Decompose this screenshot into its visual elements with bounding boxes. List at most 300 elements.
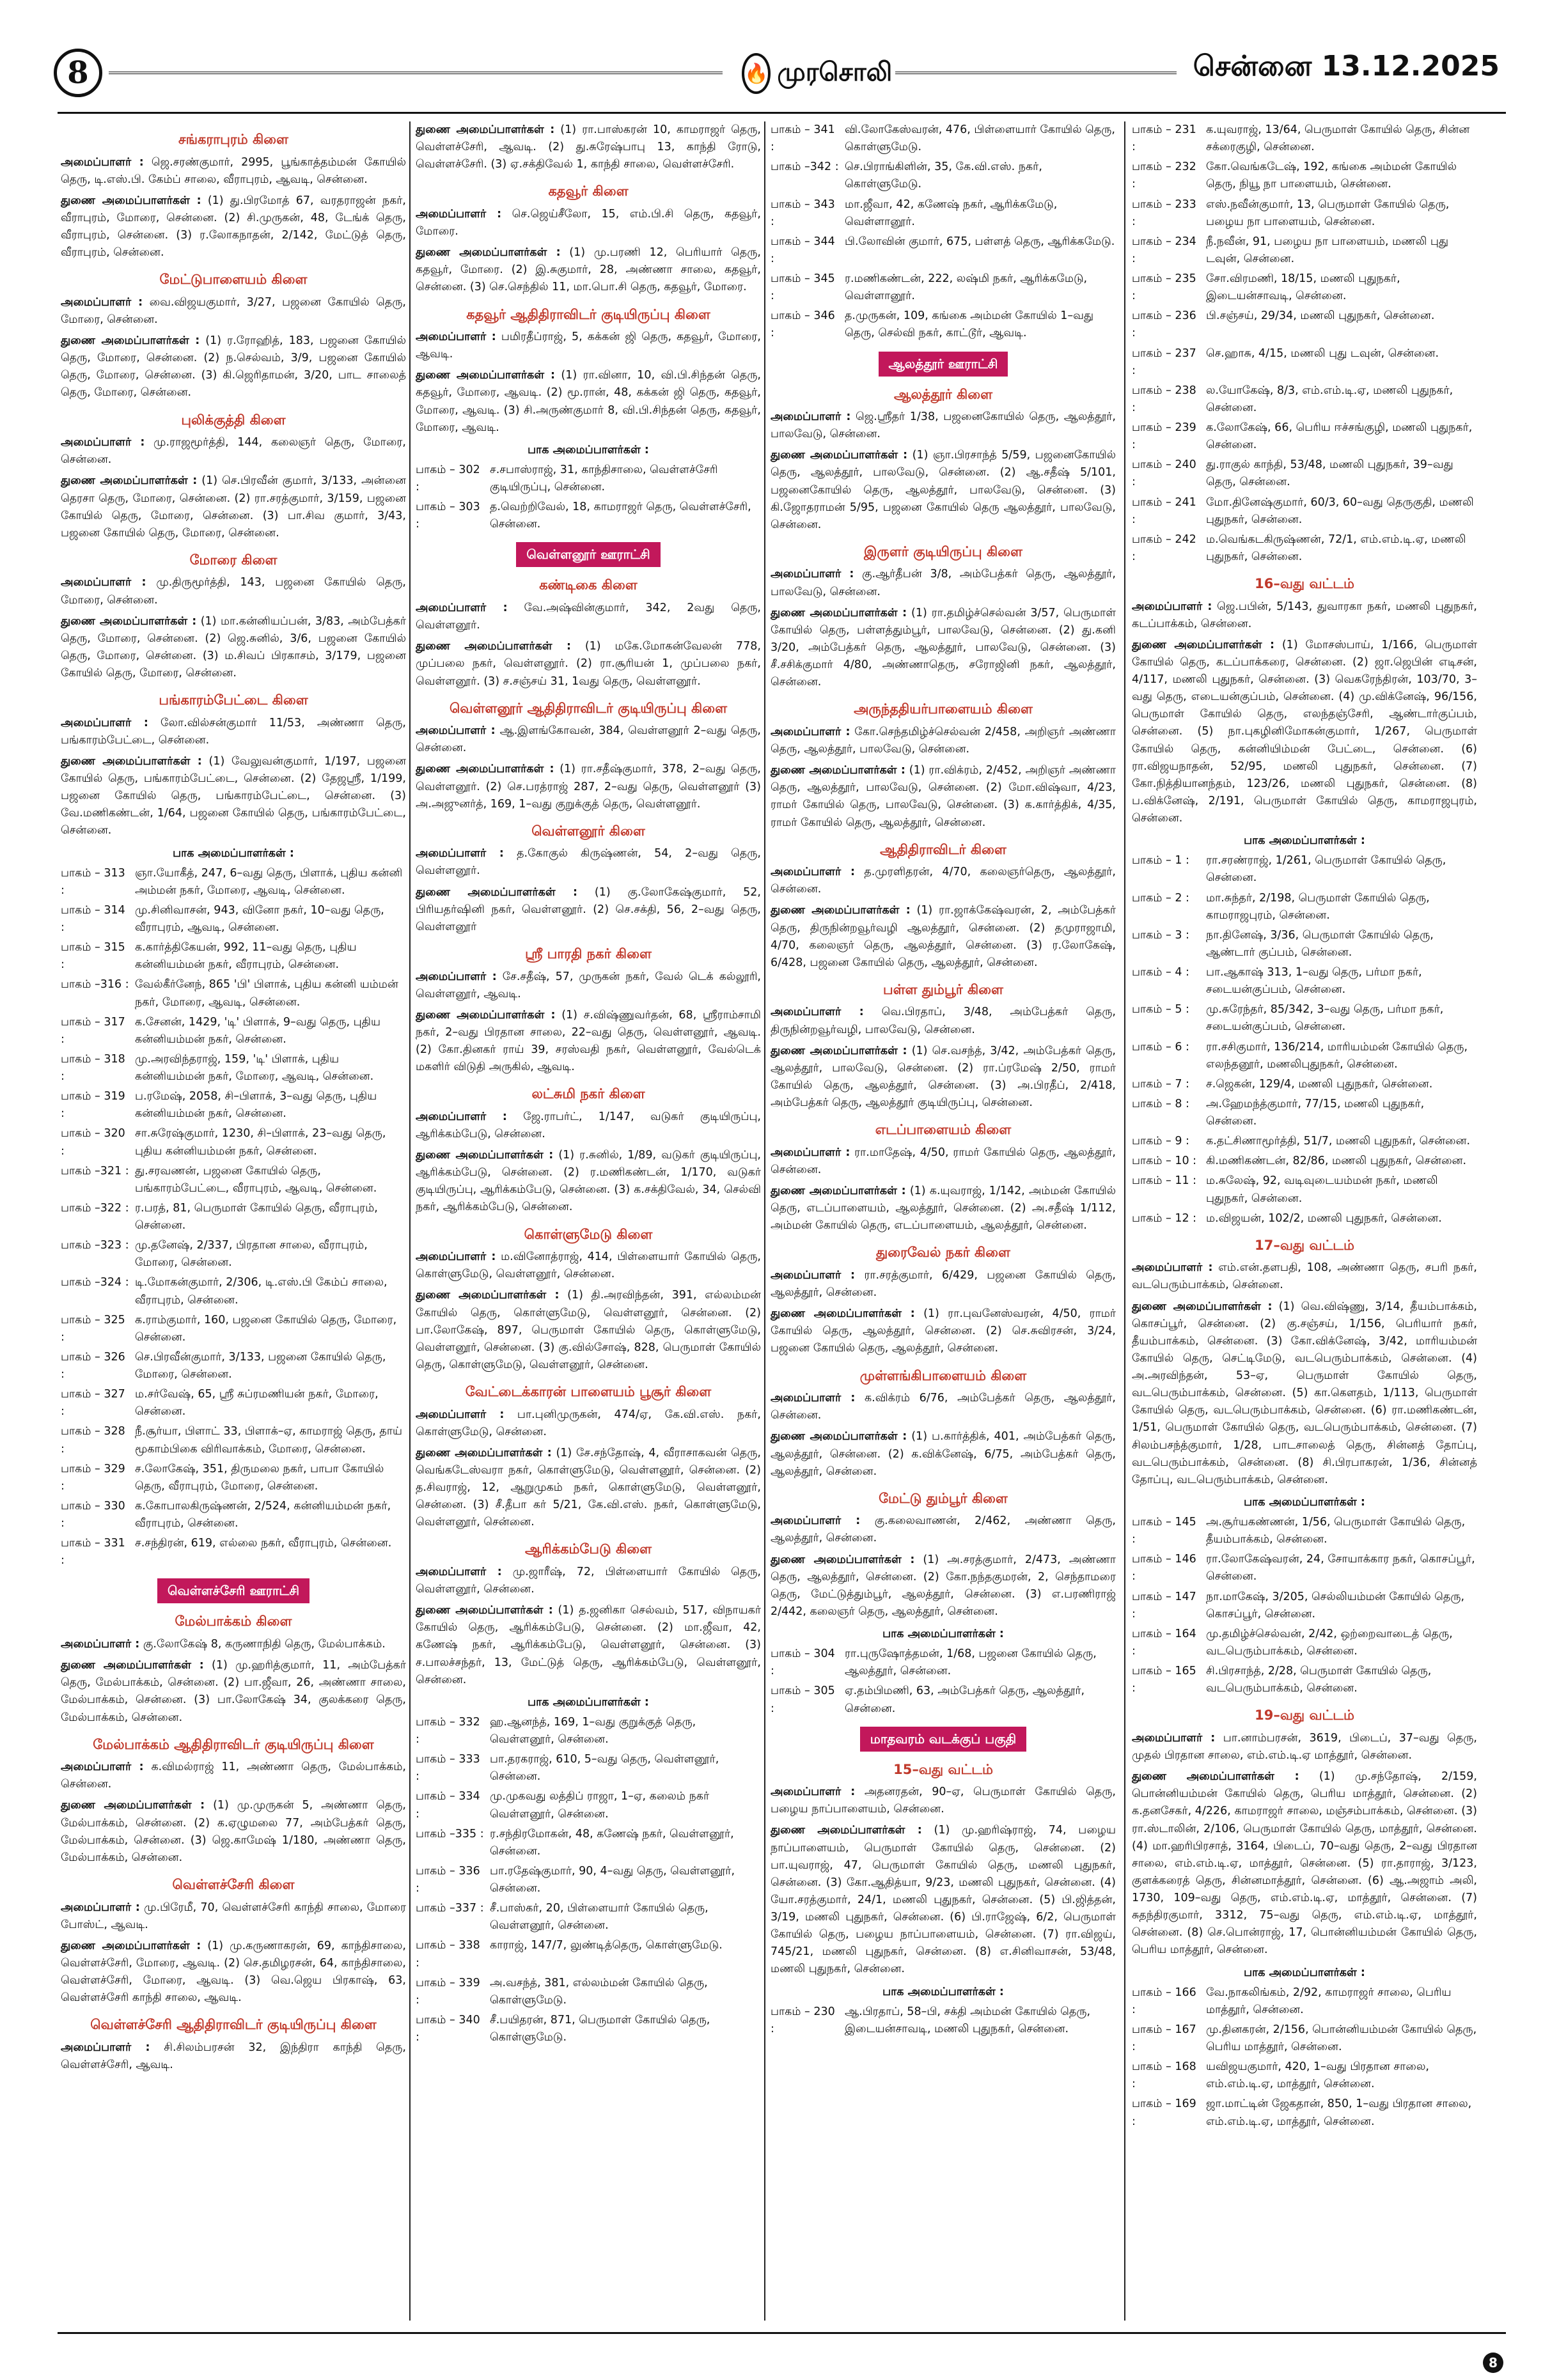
entry-text: பமிரதீப்ராஜ், 5, கக்கன் ஜி தெரு, கதவூர், மோரை, ஆவடி. bbox=[416, 331, 761, 361]
booth-organiser: வேல்கீர்னேந், 865 'பி' பிளாக், புதிய கன்னி யம்மன் நகர், மோரை, ஆவடி, சென்னை. bbox=[135, 978, 398, 1009]
masthead-brand bbox=[742, 51, 893, 96]
entry-text: சே.சதீஷ், 57, முருகன் நகர், வேல் டெக் கல்லூரி, வெள்ளனூர், ஆவடி. bbox=[416, 970, 761, 1000]
booth-entry bbox=[61, 902, 406, 937]
booth-number: பாகம் – 235 : bbox=[1132, 272, 1196, 303]
entry-text: கு.ஆர்தீபன் 3/8, அம்பேத்கர் தெரு, ஆலத்தூர், பாலவேடு, சென்னை. bbox=[771, 568, 1116, 598]
entry-text: (1) மகே.மோகன்வேலன் 778, முப்பலை நகர், வெள்ளனூர். (2) ரா.சூரியன் 1, முப்பலை நகர், வெள்ளனூர். (3) ச.சஞ்சய் 31, 1வது தெரு, வெள்ளனூர். bbox=[416, 640, 761, 688]
branch-heading: கண்டிகை கிளை bbox=[539, 577, 638, 593]
booth-entry bbox=[1132, 890, 1477, 924]
branch-heading: மேட்டு தும்பூர் கிளை bbox=[879, 1490, 1008, 1506]
section-heading-box: வெள்ளனூர் ஊராட்சி bbox=[516, 542, 660, 567]
booth-number: பாகம் – 6 : bbox=[1132, 1040, 1189, 1054]
booth-number: பாகம் – 239 : bbox=[1132, 421, 1196, 452]
entry-label: துணை அமைப்பாளர்கள் : bbox=[1132, 1300, 1273, 1313]
booth-organiser: மு.தனேஷ், 2/337, பிரதான சாலை, வீராபுரம், மோரை, சென்னை. bbox=[135, 1239, 368, 1270]
booth-entry bbox=[416, 499, 761, 533]
booth-entry bbox=[416, 1826, 761, 1860]
entry-label: துணை அமைப்பாளர்கள் : bbox=[61, 754, 202, 768]
organiser-entry bbox=[771, 724, 1116, 758]
booth-organiser: பா.ஆகாஷ் 313, 1–வது தெரு, பர்மா நகர், சடையன்குப்பம், சென்னை. bbox=[1206, 966, 1422, 997]
booth-organiser: கி.மணிகண்டன், 82/86, மணலி புதுநகர், சென்னை. bbox=[1206, 1155, 1467, 1168]
entry-label: துணை அமைப்பாளர்கள் : bbox=[416, 885, 578, 899]
organiser-entry bbox=[416, 206, 761, 240]
entry-label: அமைப்பாளர் : bbox=[416, 847, 504, 860]
booth-organiser: மு.சுரேந்தர், 85/342, 3–வது தெரு, பர்மா நகர், சடையன்குப்பம், சென்னை. bbox=[1206, 1003, 1444, 1034]
booth-organiser: ரா.லோகேஷ்வரன், 24, சோயாக்கார நகர், கொசப்பூர், சென்னை. bbox=[1206, 1553, 1475, 1583]
booth-organiser: சீ.பயிதரன், 871, பெருமாள் கோயில் தெரு, கொள்ளுமேடு. bbox=[490, 2013, 710, 2044]
entry-text: (1) ர.ரோஹித், 183, பஜனை கோயில் தெரு, மோரை, சென்னை. (2) ந.செல்வம், 3/9, பஜனை கோயில் தெரு, மோரை, சென்னை. (3) கி.ஜெரிதாமன், 3/20, பாட சாலைத் தெரு, மோரை, சென்னை. bbox=[61, 334, 406, 400]
booth-organiser: ச.சபாஸ்ராஜ், 31, காந்திசாலை, வெள்ளச்சேரி குடியிருப்பு, சென்னை. bbox=[490, 463, 718, 494]
organiser-entry bbox=[416, 638, 761, 690]
branch-heading: ஆரிக்கம்பேடு கிளை bbox=[524, 1541, 652, 1557]
booth-number: பாகம் – 320 : bbox=[61, 1127, 125, 1158]
booth-number: பாகம் – 164 : bbox=[1132, 1627, 1196, 1658]
booth-entry bbox=[771, 1645, 1116, 1680]
entry-text: கோ.செந்தமிழ்ச்செல்வன் 2/458, அறிஞர் அண்ணா தெரு, ஆலத்தூர், பாலவேடு, சென்னை. bbox=[771, 725, 1116, 756]
entry-text: (1) க.யுவராஜ், 1/142, அம்மன் கோயில் தெரு, எடப்பாளையம், ஆலத்தூர், சென்னை. (2) அ.சதீஷ் 1/112, அம்மன் கோயில் தெரு, எடப்பாளையம், ஆலத்தூர், சென்னை. bbox=[771, 1185, 1116, 1233]
organiser-entry bbox=[771, 1004, 1116, 1038]
booth-organiser: த.முருகன், 109, கங்கை அம்மன் கோயில் 1–வது தெரு, செல்வி நகர், காட்டூர், ஆவடி. bbox=[845, 309, 1094, 340]
booth-organiser: ல.யோகேஷ், 8/3, எம்.எம்.டி.ஏ, மணலி புதுநகர், சென்னை. bbox=[1206, 384, 1453, 414]
entry-label: அமைப்பாளர் : bbox=[1132, 1261, 1213, 1275]
entry-text: (1) ரா.விக்ரம், 2/452, அறிஞர் அண்ணா தெரு, ஆலத்தூர், பாலவேடு, சென்னை. (2) மோ.விஷ்வா, 4/23, ராமர் கோயில் தெரு, பாலவேடு, சென்னை. (3) க.கார்த்திக், 4/35, ராமர் கோயில் தெரு, ஆலத்தூர், சென்னை. bbox=[771, 764, 1116, 829]
booth-organiser: பி.சஞ்சய், 29/34, மணலி புதுநகர், சென்னை. bbox=[1206, 309, 1435, 323]
booth-number: பாகம் –321 : bbox=[61, 1164, 129, 1178]
booth-number: பாகம் – 340 : bbox=[416, 2013, 480, 2044]
organiser-entry bbox=[771, 1390, 1116, 1424]
entry-text: மு.ஜாரீஷ், 72, பிள்ளையார் கோயில் தெரு, வெள்ளனூர், சென்னை. bbox=[416, 1565, 761, 1596]
entry-text: (1) மு.பரணி 12, பெரியார் தெரு, கதவூர், மோரை. (2) இ.சுகுமார், 28, அண்ணா சாலை, கதவூர், சென்னை. (3) செ.செந்தில் 11, மா.பொ.சி தெரு, கதவூர், மோரை. bbox=[416, 246, 761, 294]
booth-number: பாகம் –322 : bbox=[61, 1201, 129, 1215]
branch-heading: 19–வது வட்டம் bbox=[1255, 1707, 1354, 1723]
entry-label: துணை அமைப்பாளர்கள் : bbox=[771, 1307, 915, 1321]
booth-entry bbox=[61, 1386, 406, 1420]
booth-organiser: செ.பிராங்கிளின், 35, கே.வி.எஸ். நகர், கொள்ளுமேடு. bbox=[845, 160, 1042, 191]
entry-text: (1) மா.கன்னியப்பன், 3/83, அம்பேத்கர் தெரு, மோரை, சென்னை. (2) ஜெ.சுனில், 3/6, பஜனை கோயில் தெரு, மோரை, சென்னை. (3) ம.சிவப் பிரகாசம், 3/179, பஜனை கோயில் தெரு, மோரை, சென்னை. bbox=[61, 614, 406, 680]
branch-heading: வெள்ளச்சேரி கிளை bbox=[172, 1876, 295, 1892]
entry-text: (1) சே.சந்தோஷ், 4, வீராசாகவன் தெரு, வெங்கடேஸ்வரா நகர், கொள்ளுமேடு, வெள்ளனூர், சென்னை. (2) த.சிவராஜ், 12, ஆறுமுகம் நகர், கொள்ளுமேடு, வெள்ளனூர், சென்னை. (3) சீ.தீபா கர் 5/21, கே.வி.எஸ். நகர், கொள்ளுமேடு, வெள்ளனூர், சென்னை. bbox=[416, 1446, 761, 1529]
branch-heading: துரைவேல் நகர் கிளை bbox=[876, 1245, 1010, 1261]
organiser-entry bbox=[416, 968, 761, 1003]
booth-number: பாகம் – 145 : bbox=[1132, 1516, 1196, 1546]
entry-label: துணை அமைப்பாளர்கள் : bbox=[416, 1008, 556, 1022]
booth-entry bbox=[1132, 307, 1477, 342]
booth-entry bbox=[61, 1349, 406, 1383]
entry-label: அமைப்பாளர் : bbox=[61, 155, 144, 169]
entry-text: (1) ச.விஷ்ணுவர்தன், 68, ஸ்ரீராம்சாமி நகர், 2–வது பிரதான சாலை, 22–வது தெரு, வெள்ளனூர், ஆவடி. (2) கோ.தினகர் ராய் 39, சரஸ்வதி நகர், வெள்ளனூர், வேல்டெக் மகளிர் விடுதி அருகில், ஆவடி. bbox=[416, 1008, 761, 1074]
entry-text: வெ.பிரதாப், 3/48, அம்பேத்கர் தெரு, திருநின்றவூர்வழி, பாலவேடு, சென்னை. bbox=[771, 1006, 1116, 1036]
entry-text: (1) ரா.சதீஷ்குமார், 378, 2–வது தெரு, வெள்ளனூர். (2) செ.பரத்ராஜ் 287, 2–வது தெரு, வெள்ளனூர் (3) அ.அஜுனர்த், 169, 1–வது குறுக்குத் தெரு, வெள்ளனூர். bbox=[416, 763, 761, 811]
entry-text: (1) அ.சரத்குமார், 2/473, அண்ணா தெரு, ஆலத்தூர், சென்னை. (2) கோ.நந்தகுமரன், 2, செந்தாமரை தெரு, மேட்டுத்தும்பூர், ஆலத்தூர், சென்னை. (3) எ.பரணிராஜ் 2/442, கலைஞர் தெரு, ஆலத்தூர், சென்னை. bbox=[771, 1553, 1116, 1618]
booth-number: பாகம் – 302 : bbox=[416, 463, 480, 494]
entry-label: அமைப்பாளர் : bbox=[416, 724, 496, 738]
entry-text: ஜெ.ஸ்ரீதர் 1/38, பஜனைகோயில் தெரு, ஆலத்தூர், பாலவேடு, சென்னை. bbox=[771, 410, 1116, 441]
booth-entry bbox=[771, 196, 1116, 231]
entry-text: (1) ரா.தமிழ்ச்செல்வன் 3/57, பெருமாள் கோயில் தெரு, பள்ளத்தும்பூர், பாலவேடு, சென்னை. (2) து.கனி 3/20, அம்பேத்கர் தெரு, ஆலத்தூர், பாலவேடு, சென்னை. (3) சீ.சசிக்குமார் 4/80, அண்ணாதெரு, சரோஜினி நகர், ஆலத்தூர், சென்னை. bbox=[771, 606, 1116, 689]
booth-entry bbox=[1132, 2096, 1477, 2130]
booth-organiser: நீ.சூர்யா, பிளாட் 33, பிளாக்–ஏ, காமராஜ் தெரு, தாய் மூகாம்பிகை விரிவாக்கம், மோரை, சென்னை. bbox=[135, 1425, 402, 1456]
entry-text: (1) த.ஜனிகா செல்வம், 517, விநாயகர் கோயில் தெரு, ஆரிக்கம்பேடு, சென்னை. (2) மா.ஜீவா, 42, கணேஷ் நகர், ஆரிக்கம்பேடு, வெள்ளனூர், சென்னை. (3) ச.பாலச்சந்தர், 13, மேட்டுத் தெரு, ஆரிக்கம்பேடு, வெள்ளனூர், சென்னை. bbox=[416, 1604, 761, 1686]
entry-label: துணை அமைப்பாளர்கள் : bbox=[771, 449, 908, 462]
column-divider bbox=[764, 121, 765, 2321]
booth-entry bbox=[1132, 1076, 1477, 1093]
section-heading-box: மாதவரம் வடக்குப் பகுதி bbox=[860, 1727, 1026, 1752]
booth-entry bbox=[416, 1937, 761, 1972]
booth-entry bbox=[1132, 1626, 1477, 1660]
section-heading-box: ஆலத்தூர் ஊராட்சி bbox=[879, 352, 1008, 377]
booth-organiser: மு.தினகரன், 2/156, பொன்னியம்மன் கோயில் தெரு, பெரிய மாத்தூர், சென்னை. bbox=[1206, 2023, 1477, 2054]
booth-organiser: க.தட்சிணாமூர்த்தி, 51/7, மணலி புதுநகர், சென்னை. bbox=[1206, 1135, 1471, 1148]
entry-label: அமைப்பாளர் : bbox=[771, 410, 851, 424]
booth-number: பாகம் – 334 : bbox=[416, 1790, 480, 1821]
entry-text: கு.கலைவாணன், 2/462, அண்ணா தெரு, ஆலத்தூர், சென்னை. bbox=[771, 1514, 1116, 1545]
organiser-entry bbox=[771, 1267, 1116, 1302]
entry-label: அமைப்பாளர் : bbox=[771, 1146, 850, 1159]
booth-entry bbox=[1132, 1172, 1477, 1207]
booth-organiser: சோ.விரமணி, 18/15, மணலி புதுநகர், இடையன்சாவடி, சென்னை. bbox=[1206, 272, 1400, 303]
branch-heading: கதவூர் கிளை bbox=[548, 183, 629, 199]
organiser-entry bbox=[61, 332, 406, 402]
organiser-entry bbox=[61, 613, 406, 683]
entry-text: செ.ஜெய்சீலோ, 15, எம்.பி.சி தெரு, கதவூர், மோரை. bbox=[416, 207, 761, 238]
booth-number: பாகம் – 7 : bbox=[1132, 1077, 1189, 1091]
booth-entry bbox=[771, 1683, 1116, 1717]
entry-text: (1) ர.சுனில், 1/89, வடுகர் குடியிருப்பு, ஆரிக்கம்பேடு, சென்னை. (2) ர.மணிகண்டன், 1/170, வடுகர் குடியிருப்பு, ஆரிக்கம்பேடு, சென்னை. (3) க.சக்திவேல், 34, செல்வி நகர், ஆரிக்கம்பேடு, சென்னை. bbox=[416, 1149, 761, 1214]
entry-text: எம்.என்.தளபதி, 108, அண்ணா தெரு, சபரி நகர், வடபெரும்பாக்கம், சென்னை. bbox=[1132, 1261, 1477, 1292]
branch-heading: இருளர் குடியிருப்பு கிளை bbox=[864, 543, 1022, 559]
organiser-entry bbox=[416, 1287, 761, 1374]
entry-label: அமைப்பாளர் : bbox=[416, 602, 508, 615]
booth-entry bbox=[416, 462, 761, 496]
booth-organiser: ம.வெங்கடகிருஷ்ணன், 72/1, எம்.எம்.டி.ஏ, மணலி புதுநகர், சென்னை. bbox=[1206, 533, 1466, 563]
organiser-entry bbox=[1132, 1298, 1477, 1489]
organiser-entry bbox=[771, 1305, 1116, 1357]
branch-heading: வெள்ளச்சேரி ஆதிதிராவிடர் குடியிருப்பு கிளை bbox=[90, 2017, 377, 2033]
branch-heading: ஸ்ரீ பாரதி நகர் கிளை bbox=[525, 945, 652, 961]
organiser-entry bbox=[61, 192, 406, 262]
branch-heading: முள்ளங்கிபாளையம் கிளை bbox=[859, 1367, 1027, 1383]
footer-page-number: 8 bbox=[1483, 2353, 1503, 2373]
entry-text: (1) செ.வசந்த், 3/42, அம்பேத்கர் தெரு, ஆலத்தூர், பாலவேடு, சென்னை. (2) ரா.ப்ரமேஷ் 2/50, ராமர் கோயில் தெரு, ஆலத்தூர், சென்னை. (3) அ.பிரதீப், 2/418, அம்பேத்கர் தெரு, ஆலத்தூர் குடியிருப்பு, சென்னை. bbox=[771, 1044, 1116, 1110]
section-heading-box: வெள்ளச்சேரி ஊராட்சி bbox=[157, 1578, 309, 1603]
booth-entry bbox=[1132, 494, 1477, 529]
entry-label: துணை அமைப்பாளர்கள் : bbox=[61, 334, 200, 348]
organiser-entry bbox=[1132, 598, 1477, 633]
booth-entry bbox=[416, 1900, 761, 1934]
booth-number: பாகம் – 237 : bbox=[1132, 346, 1196, 377]
entry-label: அமைப்பாளர் : bbox=[416, 1565, 502, 1578]
booth-number: பாகம் – 168 : bbox=[1132, 2060, 1196, 2091]
booth-organiser: ம.சுலேஷ், 92, வடிவுடையம்மன் நகர், மணலி புதுநகர், சென்னை. bbox=[1206, 1174, 1438, 1205]
booth-organiser: அ.ஹேமந்த்குமார், 77/15, மணலி புதுநகர், சென்னை. bbox=[1206, 1097, 1425, 1128]
booth-organiser: அ.சூர்யகண்ணன், 1/56, பெருமாள் கோயில் தெரு, தீயம்பாக்கம், சென்னை. bbox=[1206, 1516, 1466, 1546]
entry-text: லோ.வில்சன்குமார் 11/53, அண்ணா தெரு, பங்காரம்பேட்டை, சென்னை. bbox=[61, 716, 406, 747]
booth-entry bbox=[1132, 456, 1477, 491]
entry-label: அமைப்பாளர் : bbox=[771, 568, 854, 581]
booth-entry bbox=[1132, 1514, 1477, 1548]
booth-number: பாகம் – 165 : bbox=[1132, 1665, 1196, 1695]
organiser-entry bbox=[61, 574, 406, 609]
booth-organiser: ஆ.பிரதாப், 58–பி, சக்தி அம்மன் கோயில் தெரு, இடையன்சாவடி, மணலி புதுநகர், சென்னை. bbox=[845, 2005, 1091, 2035]
booth-entry bbox=[1132, 345, 1477, 380]
booth-organiser: காராஜ், 147/7, லுண்டித்தெரு, கொள்ளுமேடு. bbox=[490, 1939, 723, 1952]
entry-text: மு.பிரேமீ, 70, வெள்ளச்சேரி காந்தி சாலை, மோரை போஸ்ட், ஆவடி. bbox=[61, 1901, 406, 1931]
booth-organiser: து.ராகுல் காந்தி, 53/48, மணலி புதுநகர், 39–வது தெரு, சென்னை. bbox=[1206, 458, 1453, 489]
booth-number: பாகம் – 10 : bbox=[1132, 1155, 1197, 1168]
organiser-entry bbox=[61, 1657, 406, 1727]
entry-label: அமைப்பாளர் : bbox=[416, 970, 497, 983]
entry-label: அமைப்பாளர் : bbox=[61, 576, 146, 589]
booth-number: பாகம் –342 : bbox=[771, 160, 839, 174]
branch-heading: 15–வது வட்டம் bbox=[893, 1761, 993, 1777]
booth-number: பாகம் – 242 : bbox=[1132, 533, 1196, 563]
booth-number: பாகம் – 338 : bbox=[416, 1939, 480, 1970]
branch-heading: கொள்ளுமேடு கிளை bbox=[524, 1226, 653, 1242]
entry-text: ஜெ.சரண்குமார், 2995, பூங்காத்தம்மன் கோயில் தெரு, டி.எஸ்.பி. கேம்ப் சாலை, வீராபுரம், ஆவடி, சென்னை. bbox=[61, 155, 406, 186]
branch-heading: சங்கராபுரம் கிளை bbox=[178, 132, 288, 147]
booth-organiser: மா.ஜீவா, 42, கணேஷ் நகர், ஆரிக்கமேடு, வெள்ளானூர். bbox=[845, 198, 1058, 228]
entry-text: ம.வினோத்ராஜ், 414, பிள்ளையார் கோயில் தெரு, கொள்ளுமேடு, வெள்ளனூர், சென்னை. bbox=[416, 1250, 761, 1281]
branch-heading: வெள்ளனூர் ஆதிதிராவிடர் குடியிருப்பு கிளை bbox=[449, 700, 728, 716]
booth-organiser: ம.விஜயன், 102/2, மணலி புதுநகர், சென்னை. bbox=[1206, 1211, 1442, 1225]
booth-entry bbox=[61, 1014, 406, 1048]
entry-text: (1) மோசஸ்பாய், 1/166, பெருமாள் கோயில் தெரு, கடப்பாக்கரை, சென்னை. (2) ஜா.ஜெபின் எடிசன், 4/117, மணலி புதுநகர், சென்னை. (3) வெகரேந்திரன், 103/70, 3–வது தெரு, எடையன்குப்பம், சென்னை. (4) மு.விக்னேஷ், 96/156, பெருமாள் கோயில் தெரு, எலந்தஞ்சேரி, ஆண்டார்குப்பம், சென்னை. (5) நா.புகழினிமோகன்குமார், 1/267, பெருமாள் கோயில் தெரு, கன்னியிம்மன் பேட்டை, சென்னை. (6) ரா.விஜயநாதன், 52/95, மணலி புதுநகர், சென்னை. (7) கோ.நித்தியானந்தம், 123/26, மணலி புதுநகர், சென்னை. (8) ப.விக்னேஷ், 2/191, பெருமாள் கோயில் தெரு, காமராஜபுரம், சென்னை. bbox=[1132, 638, 1477, 825]
organiser-entry bbox=[416, 884, 761, 936]
booth-number: பாகம் –337 : bbox=[416, 1902, 484, 1915]
column-divider bbox=[409, 121, 411, 2321]
entry-text: வே.அஷ்வின்குமார், 342, 2வது தெரு, வெள்ளனூர். bbox=[416, 602, 761, 632]
booth-entry bbox=[1132, 121, 1477, 156]
booth-entry bbox=[1132, 1663, 1477, 1697]
organiser-entry bbox=[61, 715, 406, 749]
branch-heading: ஆலத்தூர் கிளை bbox=[893, 386, 993, 402]
booth-entry bbox=[1132, 927, 1477, 961]
organiser-entry bbox=[771, 1428, 1116, 1480]
booth-entry bbox=[61, 1237, 406, 1272]
booth-number: பாகம் – 326 : bbox=[61, 1350, 125, 1381]
booth-number: பாகம் –335 : bbox=[416, 1827, 484, 1840]
entry-label: துணை அமைப்பாளர்கள் : bbox=[416, 1289, 560, 1302]
branch-heading: மேல்பாக்கம் கிளை bbox=[175, 1614, 292, 1629]
organiser-entry bbox=[416, 244, 761, 296]
booth-organiser: சா.சுரேஷ்குமார், 1230, சி–பிளாக், 23–வது தெரு, புதிய கன்னியம்மன் நகர், சென்னை. bbox=[135, 1127, 386, 1158]
entry-text: (1) மு.சந்தோஷ், 2/159, பொன்னியம்மன் கோயில் தெரு, பெரிய மாத்தூர், சென்னை. (2) க.தனசேகர், 4/226, காமராஜர் சாலை, மஞ்சம்பாக்கம், சென்னை. (3) ரா.ஸ்டாலின், 2/106, பெருமாள் கோயில் தெரு, மாத்தூர், சென்னை. (4) மா.ஹரிபிரசாத், 3164, பிடைப், 70–வது தெரு, 2–வது பிரதான சாலை, எம்.எம்.டி.ஏ, மாத்தூர், சென்னை. (5) ரா.தாராஜ், 3/123, குளக்கரைத் தெரு, சின்னமாத்தூர், சென்னை. (6) ஆ.அஜாம் அலி, 1730, 109–வது தெரு, எம்.எம்.டி.ஏ, மாத்தூர், சென்னை. (7) சுதந்திரகுமார், 3312, 75–வது தெரு, எம்.எம்.டி.ஏ, மாத்தூர், சென்னை. (8) செ.பொன்ராஜ், 17, பொன்னியம்மன் கோயில் தெரு, பெரிய மாத்தூர், சென்னை. bbox=[1132, 1770, 1477, 1957]
entry-label: துணை அமைப்பாளர்கள் : bbox=[771, 606, 907, 619]
booth-organiser: க.கோபாலகிருஷ்ணன், 2/524, கன்னியம்மன் நகர், வீராபுரம், சென்னை. bbox=[135, 1499, 391, 1530]
organiser-entry bbox=[61, 1636, 406, 1653]
entry-label: அமைப்பாளர் : bbox=[61, 436, 145, 449]
booth-entry bbox=[61, 1274, 406, 1309]
entry-label: அமைப்பாளர் : bbox=[771, 1392, 856, 1405]
subheading: பாக அமைப்பாளர்கள் : bbox=[1244, 834, 1365, 848]
booth-entry bbox=[61, 939, 406, 974]
booth-entry bbox=[1132, 1001, 1477, 1036]
entry-label: அமைப்பாளர் : bbox=[771, 1268, 856, 1282]
entry-text: மு.திருமூர்த்தி, 143, பஜனை கோயில் தெரு, மோரை, சென்னை. bbox=[61, 576, 406, 607]
entry-label: துணை அமைப்பாளர்கள் : bbox=[61, 194, 201, 207]
entry-label: துணை அமைப்பாளர்கள் : bbox=[416, 1149, 554, 1162]
booth-entry bbox=[61, 1051, 406, 1085]
booth-organiser: எஸ்.நவீன்குமார், 13, பெருமாள் கோயில் தெரு, பழைய நா பாளையம், சென்னை. bbox=[1206, 198, 1450, 228]
booth-organiser: ரா.சசிகுமார், 136/214, மாரியம்மன் கோயில் தெரு, எலந்தனூர், மணலிபுதுநகர், சென்னை. bbox=[1206, 1040, 1468, 1071]
booth-entry bbox=[771, 2003, 1116, 2038]
booth-organiser: கோ.வெங்கடேஷ், 192, கங்கை அம்மன் கோயில் தெரு, நியூ நா பாளையம், சென்னை. bbox=[1206, 160, 1457, 191]
booth-organiser: த.வெற்றிவேல், 18, காமராஜர் தெரு, வெள்ளச்சேரி, சென்னை. bbox=[490, 501, 751, 531]
booth-organiser: மு.அரவிந்தராஜ், 159, 'டி' பிளாக், புதிய கன்னியம்மன் நகர், மோரை, ஆவடி, சென்னை. bbox=[135, 1052, 374, 1084]
entry-text: (1) ஞா.பிரசாந்த் 5/59, பஜனைகோயில் தெரு, ஆலத்தூர், பாலவேடு, சென்னை. (2) ஆ.சதீஷ் 5/101, பஜனைகோயில் தெரு, ஆலத்தூர், பாலவேடு, சென்னை. (3) கி.ஜோதராமன் 5/95, பஜனை கோயில் தெரு ஆலத்தூர், பாலவேடு, சென்னை. bbox=[771, 449, 1116, 531]
entry-text: த.கோகுல் கிருஷ்ணன், 54, 2–வது தெரு, வெள்ளனூர். bbox=[416, 847, 761, 878]
booth-organiser: நா.மாகேஷ், 3/205, செல்லியம்மன் கோயில் தெரு, கொசப்பூர், சென்னை. bbox=[1206, 1590, 1465, 1621]
booth-entry bbox=[1132, 852, 1477, 887]
booth-organiser: க.சேனன், 1429, 'டி' பிளாக், 9–வது தெரு, புதிய கன்னியம்மன் நகர், சென்னை. bbox=[135, 1015, 381, 1046]
branch-heading: அருந்ததியர்பாளையம் கிளை bbox=[854, 701, 1033, 717]
organiser-entry bbox=[771, 762, 1116, 832]
booth-number: பாகம் – 1 : bbox=[1132, 854, 1189, 867]
entry-text: க.விக்ரம் 6/76, அம்பேத்கர் தெரு, ஆலத்தூர், சென்னை. bbox=[771, 1392, 1116, 1422]
masthead bbox=[45, 45, 1500, 109]
masthead-rule-left bbox=[109, 72, 723, 78]
entry-label: அமைப்பாளர் : bbox=[416, 1250, 496, 1264]
booth-entry bbox=[61, 1498, 406, 1532]
booth-number: பாகம் – 344 : bbox=[771, 235, 835, 265]
booth-entry bbox=[416, 1751, 761, 1785]
organiser-entry bbox=[61, 2039, 406, 2074]
organiser-entry bbox=[771, 1144, 1116, 1179]
entry-text: அதனரதன், 90–ஏ, பெருமாள் கோயில் தெரு, பழைய நாப்பாளையம், சென்னை. bbox=[771, 1785, 1116, 1816]
booth-number: பாகம் – 325 : bbox=[61, 1313, 125, 1344]
booth-number: பாகம் – 147 : bbox=[1132, 1590, 1196, 1621]
entry-label: துணை அமைப்பாளர்கள் : bbox=[416, 369, 556, 382]
booth-organiser: வி.லோகேஸ்வரன், 476, பிள்ளையார் கோயில் தெரு, கொள்ளுமேடு. bbox=[845, 123, 1115, 154]
booth-number: பாகம் – 328 : bbox=[61, 1425, 125, 1456]
entry-label: துணை அமைப்பாளர்கள் : bbox=[61, 1659, 204, 1672]
booth-entry bbox=[771, 233, 1116, 268]
entry-text: (1) மு.ஹரிஷ்ராஜ், 74, பழைய நாப்பாளையம், பெருமாள் கோயில் தெரு, சென்னை. (2) பா.யுவராஜ், 47, பெருமாள் கோயில் தெரு, மணலி புதுநகர், சென்னை. (3) கோ.ஆதித்யா, 9/23, மணலி புதுநகர், சென்னை. (4) யோ.சரத்குமார், 24/1, மணலி புதுநகர், சென்னை. (5) பி.ஜித்தன், 3/19, மணலி புதுநகர், சென்னை. (6) பி.ராஜேஷ், 6/2, பெருமாள் கோயில் தெரு, பழைய நாப்பாளையம், சென்னை. (7) ரா.விஜய், 745/21, மணலி புதுநகர், சென்னை. (8) எ.சினிவாசன், 53/48, மணலி புதுநகர், சென்னை. bbox=[771, 1824, 1116, 1976]
booth-entry bbox=[61, 865, 406, 899]
booth-organiser: ச.சந்திரன், 619, எல்லை நகர், வீராபுரம், சென்னை. bbox=[135, 1537, 392, 1550]
entry-text: த.முரளிதரன், 4/70, கலைஞர்தெரு, ஆலத்தூர், சென்னை. bbox=[771, 866, 1116, 896]
column-2 bbox=[416, 121, 761, 2321]
booth-organiser: ம.சர்வேஷ், 65, ஸ்ரீ சுப்ரமணியன் நகர், மோரை, சென்னை. bbox=[135, 1388, 379, 1419]
booth-number: பாகம் – 2 : bbox=[1132, 891, 1189, 905]
entry-label: அமைப்பாளர் : bbox=[416, 207, 502, 221]
entry-text: (1) செ.பிரவீன் குமார், 3/133, அன்னை தெரசா தெரு, மோரை, சென்னை. (2) ரா.சரத்குமார், 3/159, பஜனை கோயில் தெரு, மோரை, சென்னை. (3) பா.சிவ குமார், 3/43, பஜனை கோயில் தெரு, மோரை, சென்னை. bbox=[61, 474, 406, 540]
booth-number: பாகம் – 329 : bbox=[61, 1462, 125, 1493]
booth-entry bbox=[771, 121, 1116, 156]
booth-number: பாகம் – 317 : bbox=[61, 1015, 125, 1046]
column-3 bbox=[771, 121, 1116, 2321]
entry-label: துணை அமைப்பாளர்கள் : bbox=[771, 764, 905, 777]
booth-organiser: வே.நாகலிங்கம், 2/92, காமராஜர் சாலை, பெரிய மாத்தூர், சென்னை. bbox=[1206, 1986, 1452, 2016]
entry-text: (1) மு.முருகன் 5, அண்ணா தெரு, மேல்பாக்கம், சென்னை. (2) க.ஏழுமலை 77, அம்பேத்கர் தெரு, மேல்பாக்கம், சென்னை. (3) ஜெ.காமேஷ் 1/180, அண்ணா தெரு, மேல்பாக்கம், சென்னை. bbox=[61, 1799, 406, 1864]
organiser-entry bbox=[771, 902, 1116, 972]
entry-label: அமைப்பாளர் : bbox=[771, 1006, 864, 1019]
booth-number: பாகம் – 233 : bbox=[1132, 198, 1196, 228]
booth-number: பாகம் – 166 : bbox=[1132, 1986, 1196, 2016]
entry-label: துணை அமைப்பாளர்கள் : bbox=[416, 763, 554, 776]
branch-heading: பங்காரம்பேட்டை கிளை bbox=[159, 692, 308, 708]
booth-number: பாகம் –324 : bbox=[61, 1276, 129, 1289]
entry-label: அமைப்பாளர் : bbox=[61, 1638, 140, 1651]
organiser-entry bbox=[771, 1513, 1116, 1547]
entry-label: துணை அமைப்பாளர்கள் : bbox=[771, 904, 911, 917]
entry-label: அமைப்பாளர் : bbox=[61, 2041, 150, 2054]
organiser-entry bbox=[416, 329, 761, 363]
booth-number: பாகம் – 346 : bbox=[771, 309, 835, 340]
branch-heading: லட்சுமி நகர் கிளை bbox=[531, 1086, 645, 1102]
booth-organiser: நா.தினேஷ், 3/36, பெருமாள் கோயில் தெரு, ஆண்டார் குப்பம், சென்னை. bbox=[1206, 928, 1434, 959]
entry-text: (1) ப.கார்த்திக், 401, அம்பேத்கர் தெரு, ஆலத்தூர், சென்னை. (2) க.விக்னேஷ், 6/75, அம்பேத்கர் தெரு, ஆலத்தூர், சென்னை. bbox=[771, 1430, 1116, 1478]
booth-entry bbox=[1132, 2021, 1477, 2056]
booth-number: பாகம் – 341 : bbox=[771, 123, 835, 154]
organiser-entry bbox=[416, 1564, 761, 1598]
entry-label: துணை அமைப்பாளர்கள் : bbox=[771, 1430, 907, 1443]
organiser-entry bbox=[771, 566, 1116, 600]
booth-organiser: ச.ஜெகன், 129/4, மணலி புதுநகர், சென்னை. bbox=[1206, 1077, 1433, 1091]
entry-text: கு.லோகேஷ் 8, கருணாநிதி தெரு, மேல்பாக்கம். bbox=[143, 1638, 386, 1651]
booth-number: பாகம் – 333 : bbox=[416, 1753, 480, 1784]
booth-number: பாகம் – 167 : bbox=[1132, 2023, 1196, 2054]
branch-heading: வெள்ளனூர் கிளை bbox=[531, 823, 645, 839]
branch-heading: மேல்பாக்கம் ஆதிதிராவிடர் குடியிருப்பு கிளை bbox=[93, 1736, 374, 1752]
organiser-entry bbox=[1132, 1768, 1477, 1959]
subheading: பாக அமைப்பாளர்கள் : bbox=[1244, 1966, 1365, 1979]
booth-number: பாகம் – 236 : bbox=[1132, 309, 1196, 340]
entry-text: (1) மு.ஹரித்குமார், 11, அம்பேத்கர் தெரு, மேல்பாக்கம், சென்னை. (2) பா.ஜீவா, 26, அண்ணா சாலை, மேல்பாக்கம், சென்னை. (3) பா.லோகேஷ் 34, குலக்கரை தெரு, மேல்பாக்கம், சென்னை. bbox=[61, 1659, 406, 1724]
booth-number: பாகம் – 9 : bbox=[1132, 1135, 1189, 1148]
entry-text: (1) ரா.வினா, 10, வி.பி.சிந்தன் தெரு, கதவூர், மோரை, ஆவடி. (2) மூ.ரான், 48, கக்கன் ஜி தெரு, கதவூர், மோரை, ஆவடி. (3) சி.அருண்குமார் 8, வி.பி.சிந்தன் தெரு, கதவூர், மோரை, ஆவடி. bbox=[416, 369, 761, 434]
booth-entry bbox=[1132, 1551, 1477, 1585]
entry-text: வை.விஜயகுமார், 3/27, பஜனை கோயில் தெரு, மோரை, சென்னை. bbox=[61, 295, 406, 326]
booth-number: பாகம் – 332 : bbox=[416, 1715, 480, 1746]
booth-organiser: யவிஜயகுமார், 420, 1–வது பிரதான சாலை, எம்.எம்.டி.ஏ, மாத்தூர், சென்னை. bbox=[1206, 2060, 1429, 2091]
booth-organiser: நீ.நவீன், 91, பழைய நா பாளையம், மணலி புது டவுன், சென்னை. bbox=[1206, 235, 1449, 265]
entry-label: அமைப்பாளர் : bbox=[416, 331, 496, 344]
booth-number: பாகம் – 305 : bbox=[771, 1684, 835, 1715]
booth-number: பாகம் – 169 : bbox=[1132, 2097, 1196, 2128]
booth-entry bbox=[416, 1788, 761, 1823]
booth-organiser: மோ.தினேஷ்குமார், 60/3, 60–வது தெருகுதி, மணலி புதுநகர், சென்னை. bbox=[1206, 495, 1474, 526]
booth-organiser: பா.ரதேஷ்குமார், 90, 4–வது தெரு, வெள்ளனூர், சென்னை. bbox=[490, 1864, 735, 1895]
booth-organiser: மா.சுந்தர், 2/198, பெருமாள் கோயில் தெரு, காமராஜபுரம், சென்னை. bbox=[1206, 891, 1430, 922]
booth-number: பாகம் – 303 : bbox=[416, 501, 480, 531]
branch-heading: வேட்டைக்காரன் பாளையம் பூசூர் கிளை bbox=[465, 1384, 712, 1399]
booth-entry bbox=[61, 1423, 406, 1458]
entry-text: ஜே.ராபர்ட், 1/147, வடுகர் குடியிருப்பு, ஆரிக்கம்பேடு, சென்னை. bbox=[416, 1110, 761, 1140]
organiser-entry bbox=[771, 1784, 1116, 1818]
subheading: பாக அமைப்பாளர்கள் : bbox=[528, 443, 649, 456]
booth-number: பாகம் – 230 : bbox=[771, 2005, 835, 2035]
booth-organiser: க.லோகேஷ், 66, பெரிய ஈச்சங்குழி, மணலி புதுநகர், சென்னை. bbox=[1206, 421, 1473, 452]
entry-label: துணை அமைப்பாளர்கள் : bbox=[771, 1044, 907, 1057]
entry-text: சி.சிலம்பரசன் 32, இந்திரா காந்தி தெரு, வெள்ளச்சேரி, ஆவடி. bbox=[61, 2041, 406, 2071]
entry-label: அமைப்பாளர் : bbox=[61, 1761, 144, 1774]
organiser-entry bbox=[416, 761, 761, 813]
organiser-entry bbox=[771, 1043, 1116, 1112]
booth-number: பாகம் – 315 : bbox=[61, 941, 125, 972]
booth-number: பாகம் – 12 : bbox=[1132, 1211, 1197, 1225]
booth-entry bbox=[1132, 2058, 1477, 2093]
entry-label: அமைப்பாளர் : bbox=[1132, 1731, 1216, 1745]
subheading: பாக அமைப்பாளர்கள் : bbox=[882, 1985, 1004, 1998]
organiser-entry bbox=[771, 1183, 1116, 1234]
booth-entry bbox=[61, 1312, 406, 1346]
booth-organiser: மு.முகவது லத்திப் ராஜா, 1–ஏ, கலைம் நகர் வெள்ளனூர், சென்னை. bbox=[490, 1790, 710, 1821]
booth-organiser: க.கார்த்திகேயன், 992, 11–வது தெரு, புதிய கன்னியம்மன் நகர், வீராபுரம், சென்னை. bbox=[135, 941, 357, 972]
booth-entry bbox=[416, 1975, 761, 2009]
column-4 bbox=[1132, 121, 1477, 2321]
entry-text: ஜெ.பபின், 5/143, துவாரகா நகர், மணலி புதுநகர், கடப்பாக்கம், சென்னை. bbox=[1132, 600, 1477, 630]
